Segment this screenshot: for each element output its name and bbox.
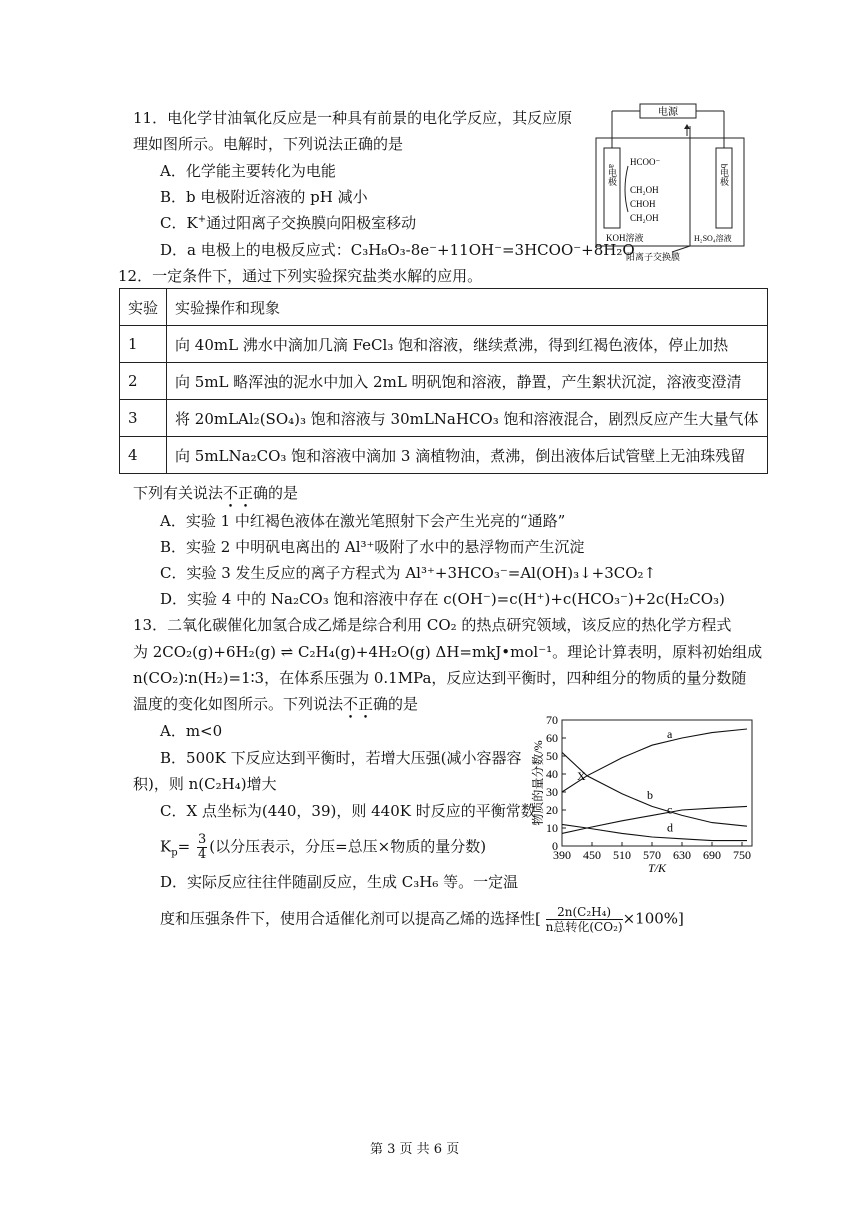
series-label-b: b: [647, 788, 653, 803]
q13-stem-line2: 为 2CO₂(g)+6H₂(g) ⇌ C₂H₄(g)+4H₂O(g) ΔH=mkJ•mol⁻¹。理论计算表明，原料初始组成: [133, 643, 763, 661]
product-label: HCOO⁻: [630, 157, 661, 167]
y-tick-label: 40: [546, 767, 558, 781]
kp-denominator: 4: [197, 847, 207, 862]
q12-experiment-table: [119, 288, 768, 474]
q11-option-c: C．K+通过阳离子交换膜向阳极室移动: [160, 214, 417, 232]
table-row: 2 向 5mL 略浑浊的泥水中加入 2mL 明矾饱和溶液，静置，产生絮状沉淀，溶液变澄清: [120, 363, 768, 400]
q13-option-c-line2: $K_p=$ $\frac{3}{4}$ (以分压表示，分压=总压×物质的量分数): [160, 832, 487, 862]
q13-option-c-line1: C．X 点坐标为(440，39)，则 440K 时反应的平衡常数: [160, 802, 536, 820]
kp-numerator: 3: [197, 832, 207, 847]
x-tick-label: 570: [643, 848, 661, 862]
svg-text:CH₂OH: CH₂OH: [630, 185, 659, 195]
y-tick-label: 0: [552, 839, 558, 853]
right-solution-label: H₂SO₄溶液: [694, 234, 732, 243]
x-tick-label: 750: [733, 848, 751, 862]
y-tick-label: 60: [546, 731, 558, 745]
x-tick-label: 510: [613, 848, 631, 862]
y-tick-label: 20: [546, 803, 558, 817]
table-header-row: 实验 实验操作和现象: [120, 289, 768, 326]
q11-stem-line2: 理如图所示。电解时，下列说法正确的是: [133, 135, 404, 153]
table-row: 4 向 5mLNa₂CO₃ 饱和溶液中滴加 3 滴植物油，煮沸，倒出液体后试管壁上无油珠残留: [120, 437, 768, 474]
q12-stem: 12．一定条件下，通过下列实验探究盐类水解的应用。: [118, 267, 483, 285]
q13-stem-line1: 13．二氧化碳催化加氢合成乙烯是综合利用 CO₂ 的热点研究领域，该反应的热化学方程式: [133, 616, 732, 634]
series-label-c: c: [667, 802, 673, 817]
y-tick-label: 70: [546, 713, 558, 727]
x-tick-label: 630: [673, 848, 691, 862]
q13-option-a: A．m<0: [160, 722, 223, 740]
series-line-a: [562, 729, 747, 792]
q11-option-d: D．a 电极上的电极反应式：C₃H₈O₃-8e⁻+11OH⁻=3HCOO⁻+8H₂O: [160, 241, 635, 259]
table-row: 3 将 20mLAl₂(SO₄)₃ 饱和溶液与 30mLNaHCO₃ 饱和溶液混合，剧烈反应产生大量气体: [120, 400, 768, 437]
annotation-x-point: X: [577, 768, 586, 783]
y-tick-label: 50: [546, 749, 558, 763]
x-axis-label: T/K: [647, 861, 667, 872]
q12-option-d: D．实验 4 中的 Na₂CO₃ 饱和溶液中存在 c(OH⁻)=c(H⁺)+c(HCO₃⁻)+2c(H₂CO₃): [160, 590, 725, 608]
x-tick-label: 390: [553, 848, 571, 862]
y-tick-label: 30: [546, 785, 558, 799]
page-footer: 第 3 页 共 6 页: [370, 1142, 460, 1157]
x-tick-label: 450: [583, 848, 601, 862]
svg-text:a电极: a电极: [607, 164, 617, 186]
left-solution-label: KOH溶液: [606, 233, 644, 243]
y-axis-label: 物质的量分数/%: [531, 740, 545, 826]
q12-option-c: C．实验 3 发生反应的离子方程式为 Al³⁺+3HCO₃⁻=Al(OH)₃↓+3CO₂↑: [160, 564, 657, 582]
q13-option-b-line1: B．500K 下反应达到平衡时，若增大压强(减小容器容: [160, 749, 522, 767]
q11-option-a: A．化学能主要转化为电能: [160, 162, 336, 180]
membrane-label: 阳离子交换膜: [626, 252, 681, 262]
q11-option-b: B．b 电极附近溶液的 pH 减小: [160, 188, 368, 206]
q11-stem-line1: 11．电化学甘油氧化反应是一种具有前景的电化学反应，其反应原: [133, 109, 573, 127]
electrode-a: [604, 148, 620, 228]
svg-text:b电极: b电极: [719, 163, 729, 187]
series-line-d: [562, 824, 747, 840]
series-label-a: a: [667, 727, 673, 741]
q13-option-b-line2: 积)，则 n(C₂H₄)增大: [133, 775, 277, 793]
x-tick-label: 690: [703, 848, 721, 862]
table-row: 1 向 40mL 沸水中滴加几滴 FeCl₃ 饱和溶液，继续煮沸，得到红褐色液体，停止加热: [120, 326, 768, 363]
mole-fraction-chart: [522, 712, 762, 872]
q12-option-b: B．实验 2 中明矾电离出的 Al³⁺吸附了水中的悬浮物而产生沉淀: [160, 538, 585, 556]
q12-ask: 下列有关说法不正确的是: [133, 484, 299, 502]
power-source-label: 电源: [658, 107, 678, 118]
selectivity-numerator: 2n(C₂H₄): [546, 905, 623, 920]
q13-option-d-line2: 度和压强条件下，使用合适催化剂可以提高乙烯的选择性[ 2n(C₂H₄) n总转化(CO₂) ×100%]: [160, 905, 684, 934]
electrolysis-diagram: [592, 100, 752, 265]
y-tick-label: 10: [546, 821, 558, 835]
q12-option-a: A．实验 1 中红褐色液体在激光笔照射下会产生光亮的“通路”: [160, 512, 566, 530]
q13-stem-line4: 温度的变化如图所示。下列说法不正确的是: [133, 695, 419, 713]
selectivity-denominator: n总转化(CO₂): [545, 920, 623, 934]
series-label-d: d: [667, 820, 673, 835]
q13-option-d-line1: D．实际反应往往伴随副反应，生成 C₃H₆ 等。一定温: [160, 873, 519, 891]
series-line-c: [562, 806, 747, 833]
svg-text:CHOH: CHOH: [630, 199, 656, 209]
svg-text:CH₂OH: CH₂OH: [630, 213, 659, 223]
electrode-b: [716, 148, 732, 228]
q13-stem-line3: n(CO₂)∶n(H₂)=1∶3，在体系压强为 0.1MPa，反应达到平衡时，四种组分的物质的量分数随: [133, 669, 747, 687]
